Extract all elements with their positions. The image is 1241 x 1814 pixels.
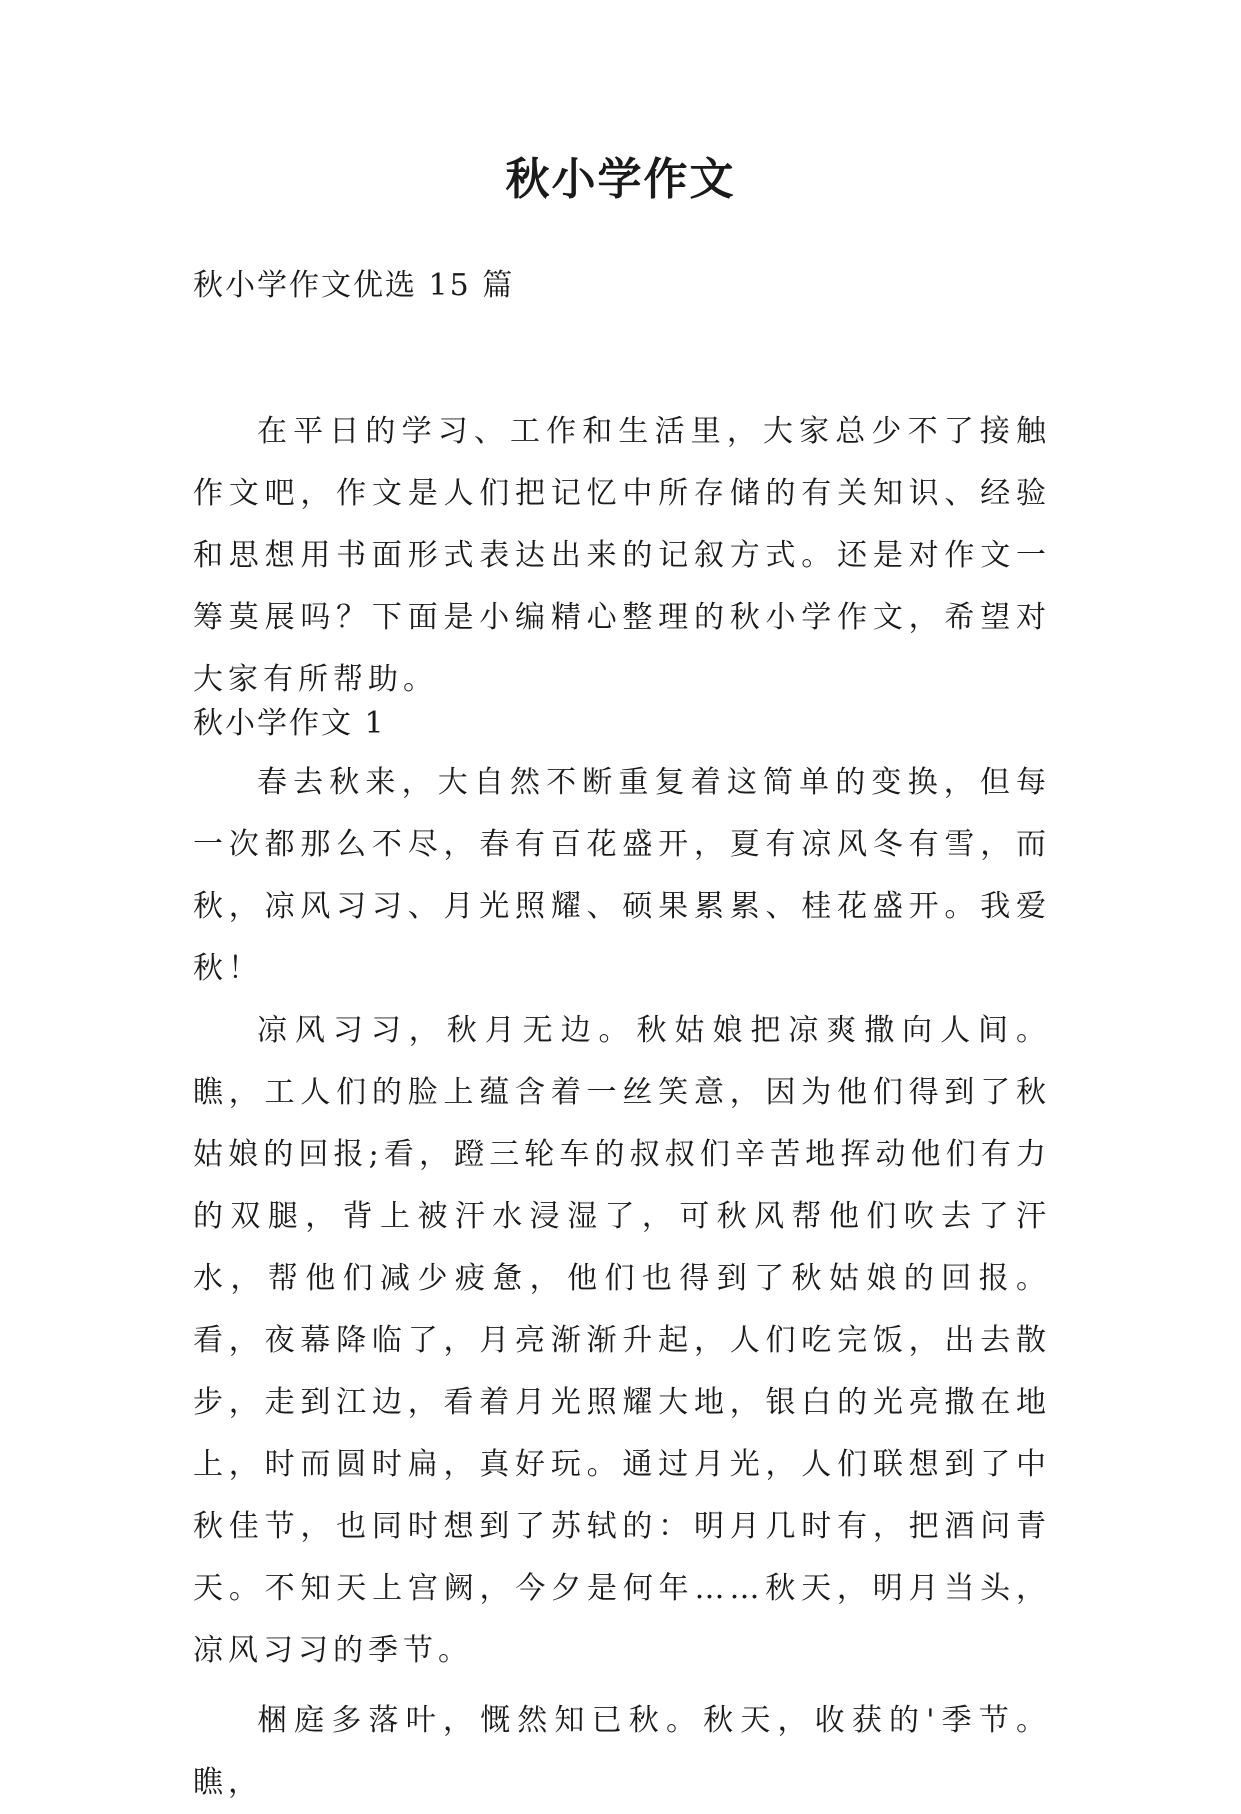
body-paragraph: 梱庭多落叶，慨然知已秋。秋天，收获的'季节。瞧，	[193, 1703, 1051, 1800]
intro-paragraph: 在平日的学习、工作和生活里，大家总少不了接触作文吧，作文是人们把记忆中所存储的有关知识、经验和思想用书面形式表达出来的记叙方式。还是对作文一筹莫展吗？下面是小编精心整理的秋小学作文，希望对大家有所帮助。	[193, 414, 1051, 697]
body-paragraph: 春去秋来，大自然不断重复着这简单的变换，但每一次都那么不尽，春有百花盛开，夏有凉风冬有雪，而秋，凉风习习、月光照耀、硕果累累、桂花盛开。我爱秋！	[193, 765, 1051, 986]
section-body	[193, 752, 1051, 1814]
document-title: 秋小学作文	[505, 154, 736, 205]
document-subtitle: 秋小学作文优选 15 篇	[193, 268, 515, 303]
section-heading: 秋小学作文 1	[193, 706, 386, 741]
body-paragraph: 凉风习习，秋月无边。秋姑娘把凉爽撒向人间。瞧，工人们的脸上蕴含着一丝笑意，因为他们得到了秋姑娘的回报;看，蹬三轮车的叔叔们辛苦地挥动他们有力的双腿，背上被汗水浸湿了，可秋风帮他们吹去了汗水，帮他们减少疲惫，他们也得到了秋姑娘的回报。看，夜幕降临了，月亮渐渐升起，人们吃完饭，出去散步，走到江边，看着月光照耀大地，银白的光亮撒在地上，时而圆时扁，真好玩。通过月光，人们联想到了中秋佳节，也同时想到了苏轼的：明月几时有，把酒问青天。不知天上宫阙，今夕是何年……秋天，明月当头，凉风习习的季节。	[193, 1013, 1051, 1668]
